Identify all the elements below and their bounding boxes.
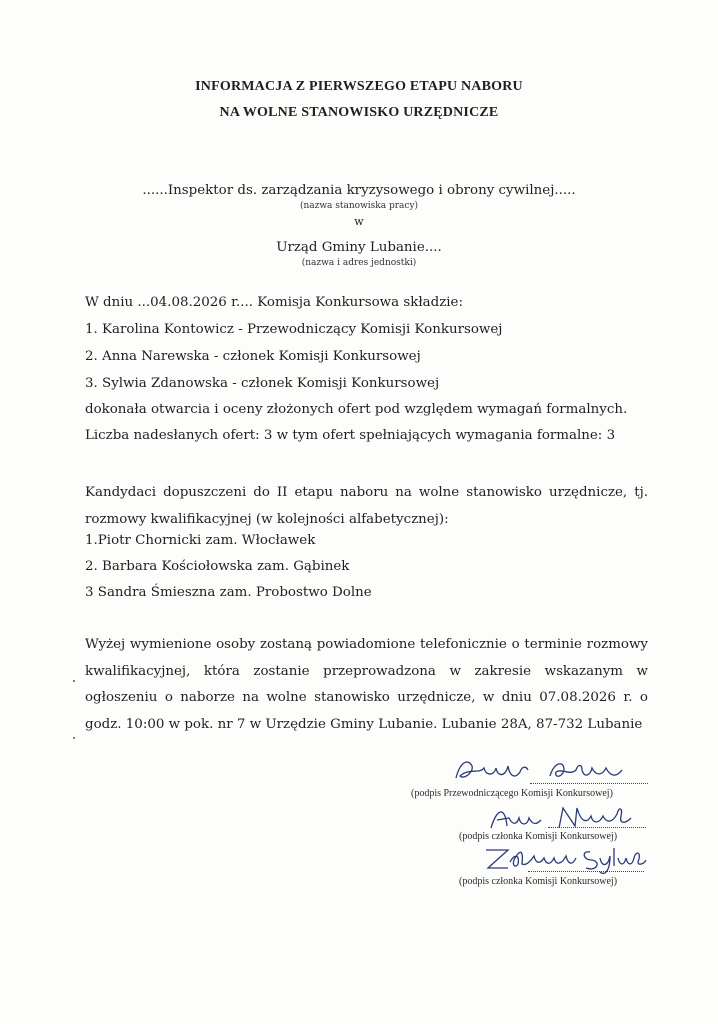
document-title-line2: NA WOLNE STANOWISKO URZĘDNICZE (219, 105, 499, 120)
candidate-item: 3 Sandra Śmieszna zam. Probostwo Dolne (85, 585, 372, 600)
document-title-line1: INFORMACJA Z PIERWSZEGO ETAPU NABORU (195, 79, 523, 94)
signature-line (528, 871, 644, 872)
signature-line (530, 783, 648, 784)
position-caption: (nazwa stanowiska pracy) (299, 201, 419, 211)
unit-caption: (nazwa i adres jednostki) (301, 258, 417, 268)
signature-caption: (podpis członka Komisji Konkursowej) (459, 876, 618, 887)
commission-member: 1. Karolina Kontowicz - Przewodniczący Komisji Konkursowej (85, 322, 503, 337)
unit-name: Urząd Gminy Lubanie.... (276, 240, 442, 255)
commission-action: dokonała otwarcia i oceny złożonych ofert pod względem wymagań formalnych. (85, 402, 628, 417)
interview-notice: Wyżej wymienione osoby zostaną powiadomione telefonicznie o terminie rozmowy kwalifikacyjnej, która zostanie przeprowadzona w zakresie wskazanym w ogłoszeniu o naborze na wolne stanowisko urzędnicze, w dniu 07.08.2026 r. o godz. 10:00 w pok. nr 7 w Urzędzie Gminy Lubanie. Lubanie 28A, 87-732 Lubanie (85, 637, 648, 733)
signature-caption: (podpis członka Komisji Konkursowej) (459, 831, 618, 842)
candidate-item: 2. Barbara Kościołowska zam. Gąbinek (85, 559, 350, 574)
commission-member: 2. Anna Narewska - członek Komisji Konkursowej (85, 349, 421, 364)
signature-line (548, 827, 646, 828)
signature-caption: (podpis Przewodniczącego Komisji Konkursowej) (411, 788, 613, 799)
position-name: ......Inspektor ds. zarządzania kryzysowego i obrony cywilnej..... (142, 183, 576, 198)
commission-member: 3. Sylwia Zdanowska - członek Komisji Konkursowej (85, 376, 440, 391)
scan-mark (73, 737, 75, 739)
commission-intro: W dniu ...04.08.2026 r.... Komisja Konkursowa składzie: (85, 295, 463, 310)
candidate-item: 1.Piotr Chornicki zam. Włocławek (85, 533, 316, 548)
scan-mark (73, 680, 75, 682)
handwritten-signature (487, 802, 637, 834)
offers-count: Liczba nadesłanych ofert: 3 w tym ofert spełniających wymagania formalne: 3 (85, 428, 616, 443)
connector-word: w (354, 215, 364, 228)
candidates-intro: Kandydaci dopuszczeni do II etapu naboru na wolne stanowisko urzędnicze, tj. rozmowy kwalifikacyjnej (w kolejności alfabetycznej): (85, 485, 648, 527)
